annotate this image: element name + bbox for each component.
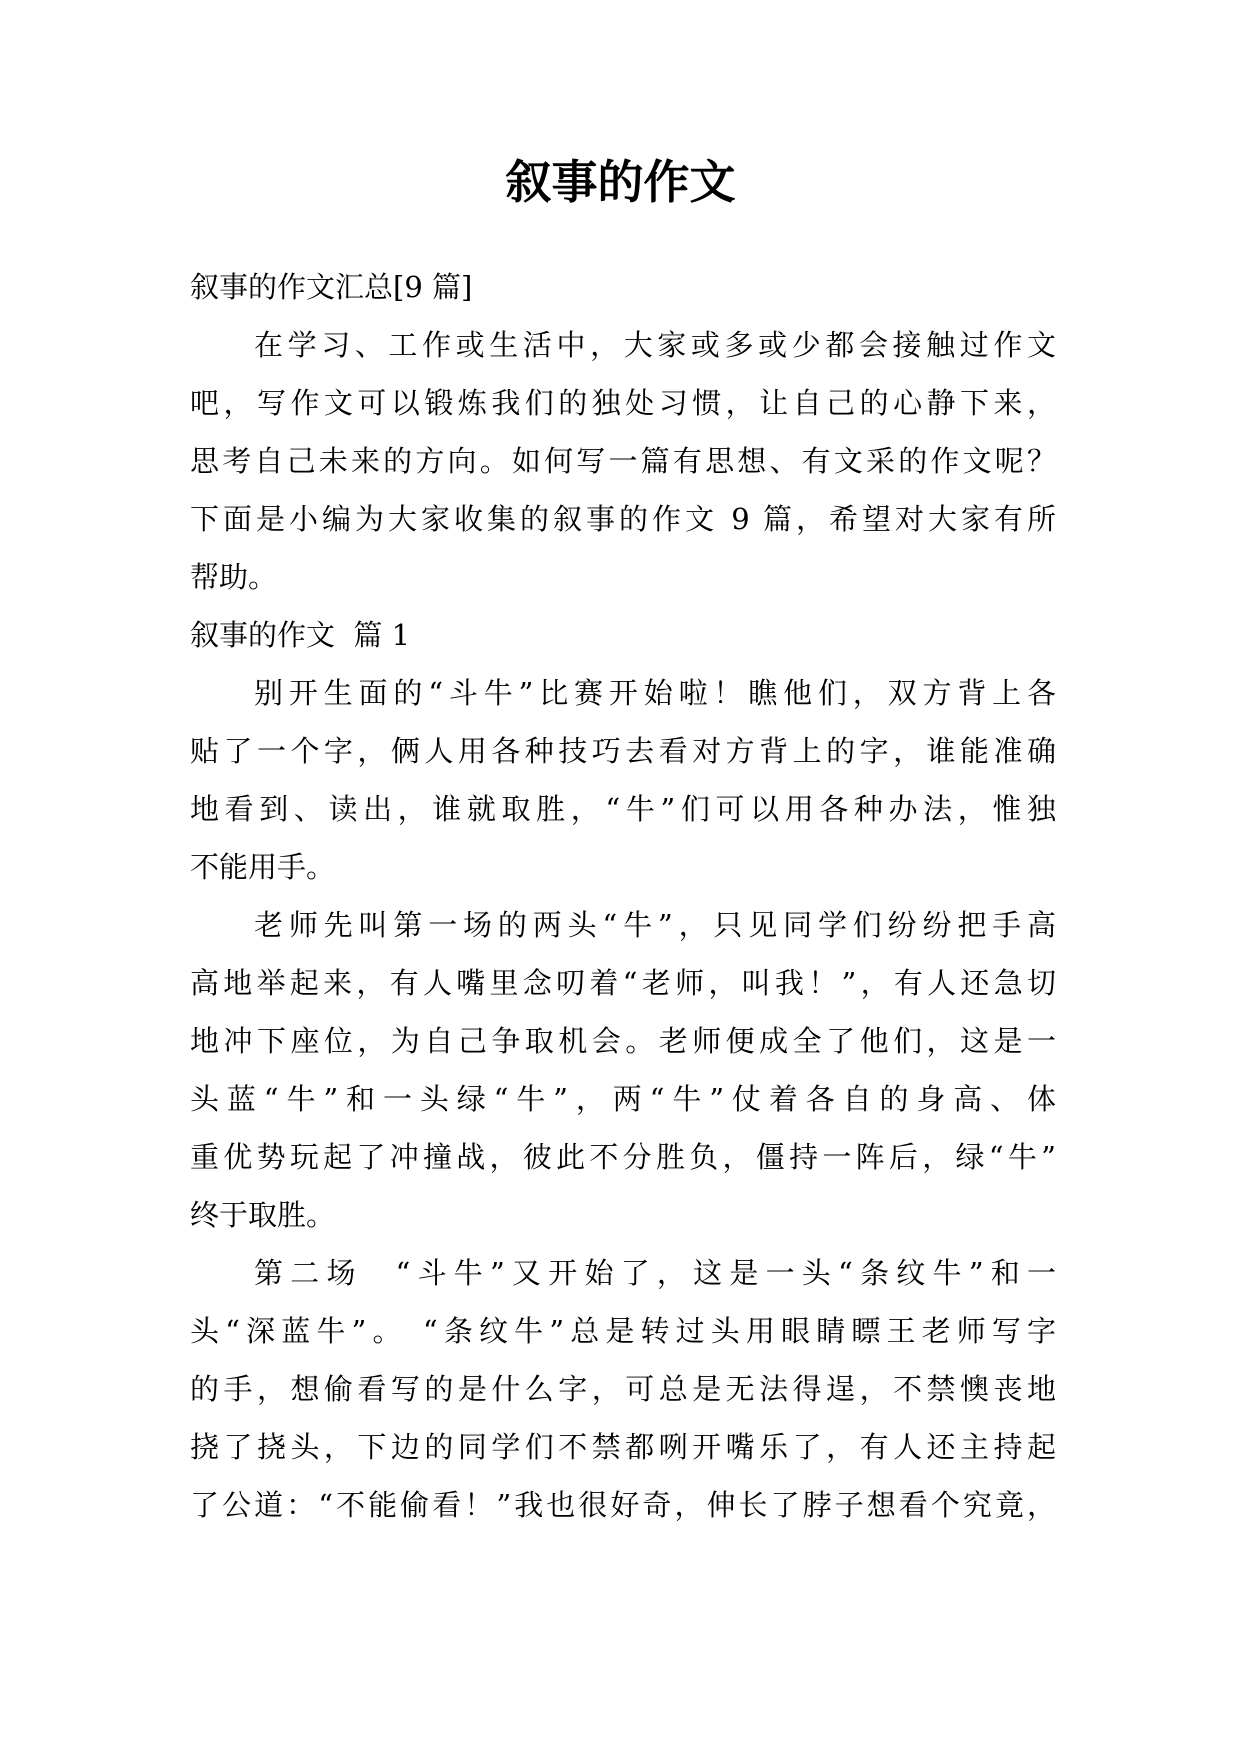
paragraph-line: 第二场 “斗牛”又开始了，这是一头“条纹牛”和一 (254, 1256, 1056, 1290)
paragraph-line: 挠了挠头，下边的同学们不禁都咧开嘴乐了，有人还主持起 (190, 1430, 1056, 1464)
document-title: 叙事的作文 (505, 155, 736, 209)
paragraph-line: 终于取胜。 (190, 1198, 336, 1232)
paragraph-line: 在学习、工作或生活中，大家或多或少都会接触过作文 (254, 328, 1056, 362)
paragraph-line: 地看到、读出，谁就取胜，“牛”们可以用各种办法，惟独 (190, 792, 1056, 826)
paragraph-line: 别开生面的“斗牛”比赛开始啦！瞧他们，双方背上各 (254, 676, 1056, 710)
paragraph-line: 思考自己未来的方向。如何写一篇有思想、有文采的作文呢？ (190, 444, 1056, 478)
paragraph-line: 了公道：“不能偷看！”我也很好奇，伸长了脖子想看个究竟， (190, 1488, 1056, 1522)
paragraph-line: 地冲下座位，为自己争取机会。老师便成全了他们，这是一 (190, 1024, 1056, 1058)
paragraph-line: 高地举起来，有人嘴里念叨着“老师，叫我！”，有人还急切 (190, 966, 1056, 1000)
paragraph-line: 不能用手。 (190, 850, 336, 884)
document-body (190, 258, 1056, 1534)
paragraph-line: 头“深蓝牛”。 “条纹牛”总是转过头用眼睛瞟王老师写字 (190, 1314, 1056, 1348)
paragraph-line: 老师先叫第一场的两头“牛”，只见同学们纷纷把手高 (254, 908, 1056, 942)
document-subtitle: 叙事的作文汇总[9 篇] (190, 270, 473, 304)
paragraph-line: 重优势玩起了冲撞战，彼此不分胜负，僵持一阵后，绿“牛” (190, 1140, 1056, 1174)
paragraph-line: 贴了一个字，俩人用各种技巧去看对方背上的字，谁能准确 (190, 734, 1056, 768)
intro-paragraph (190, 316, 1056, 606)
paragraph-line: 吧，写作文可以锻炼我们的独处习惯，让自己的心静下来， (190, 386, 1056, 420)
paragraph-line: 头蓝“牛”和一头绿“牛”，两“牛”仗着各自的身高、体 (190, 1082, 1056, 1116)
body-paragraph-3 (190, 1244, 1056, 1534)
body-paragraph-1 (190, 664, 1056, 896)
paragraph-line: 的手，想偷看写的是什么字，可总是无法得逞，不禁懊丧地 (190, 1372, 1056, 1406)
section-heading: 叙事的作文 篇 1 (190, 618, 411, 652)
paragraph-line: 帮助。 (190, 560, 278, 594)
body-paragraph-2 (190, 896, 1056, 1244)
paragraph-line: 下面是小编为大家收集的叙事的作文 9 篇，希望对大家有所 (190, 502, 1056, 536)
